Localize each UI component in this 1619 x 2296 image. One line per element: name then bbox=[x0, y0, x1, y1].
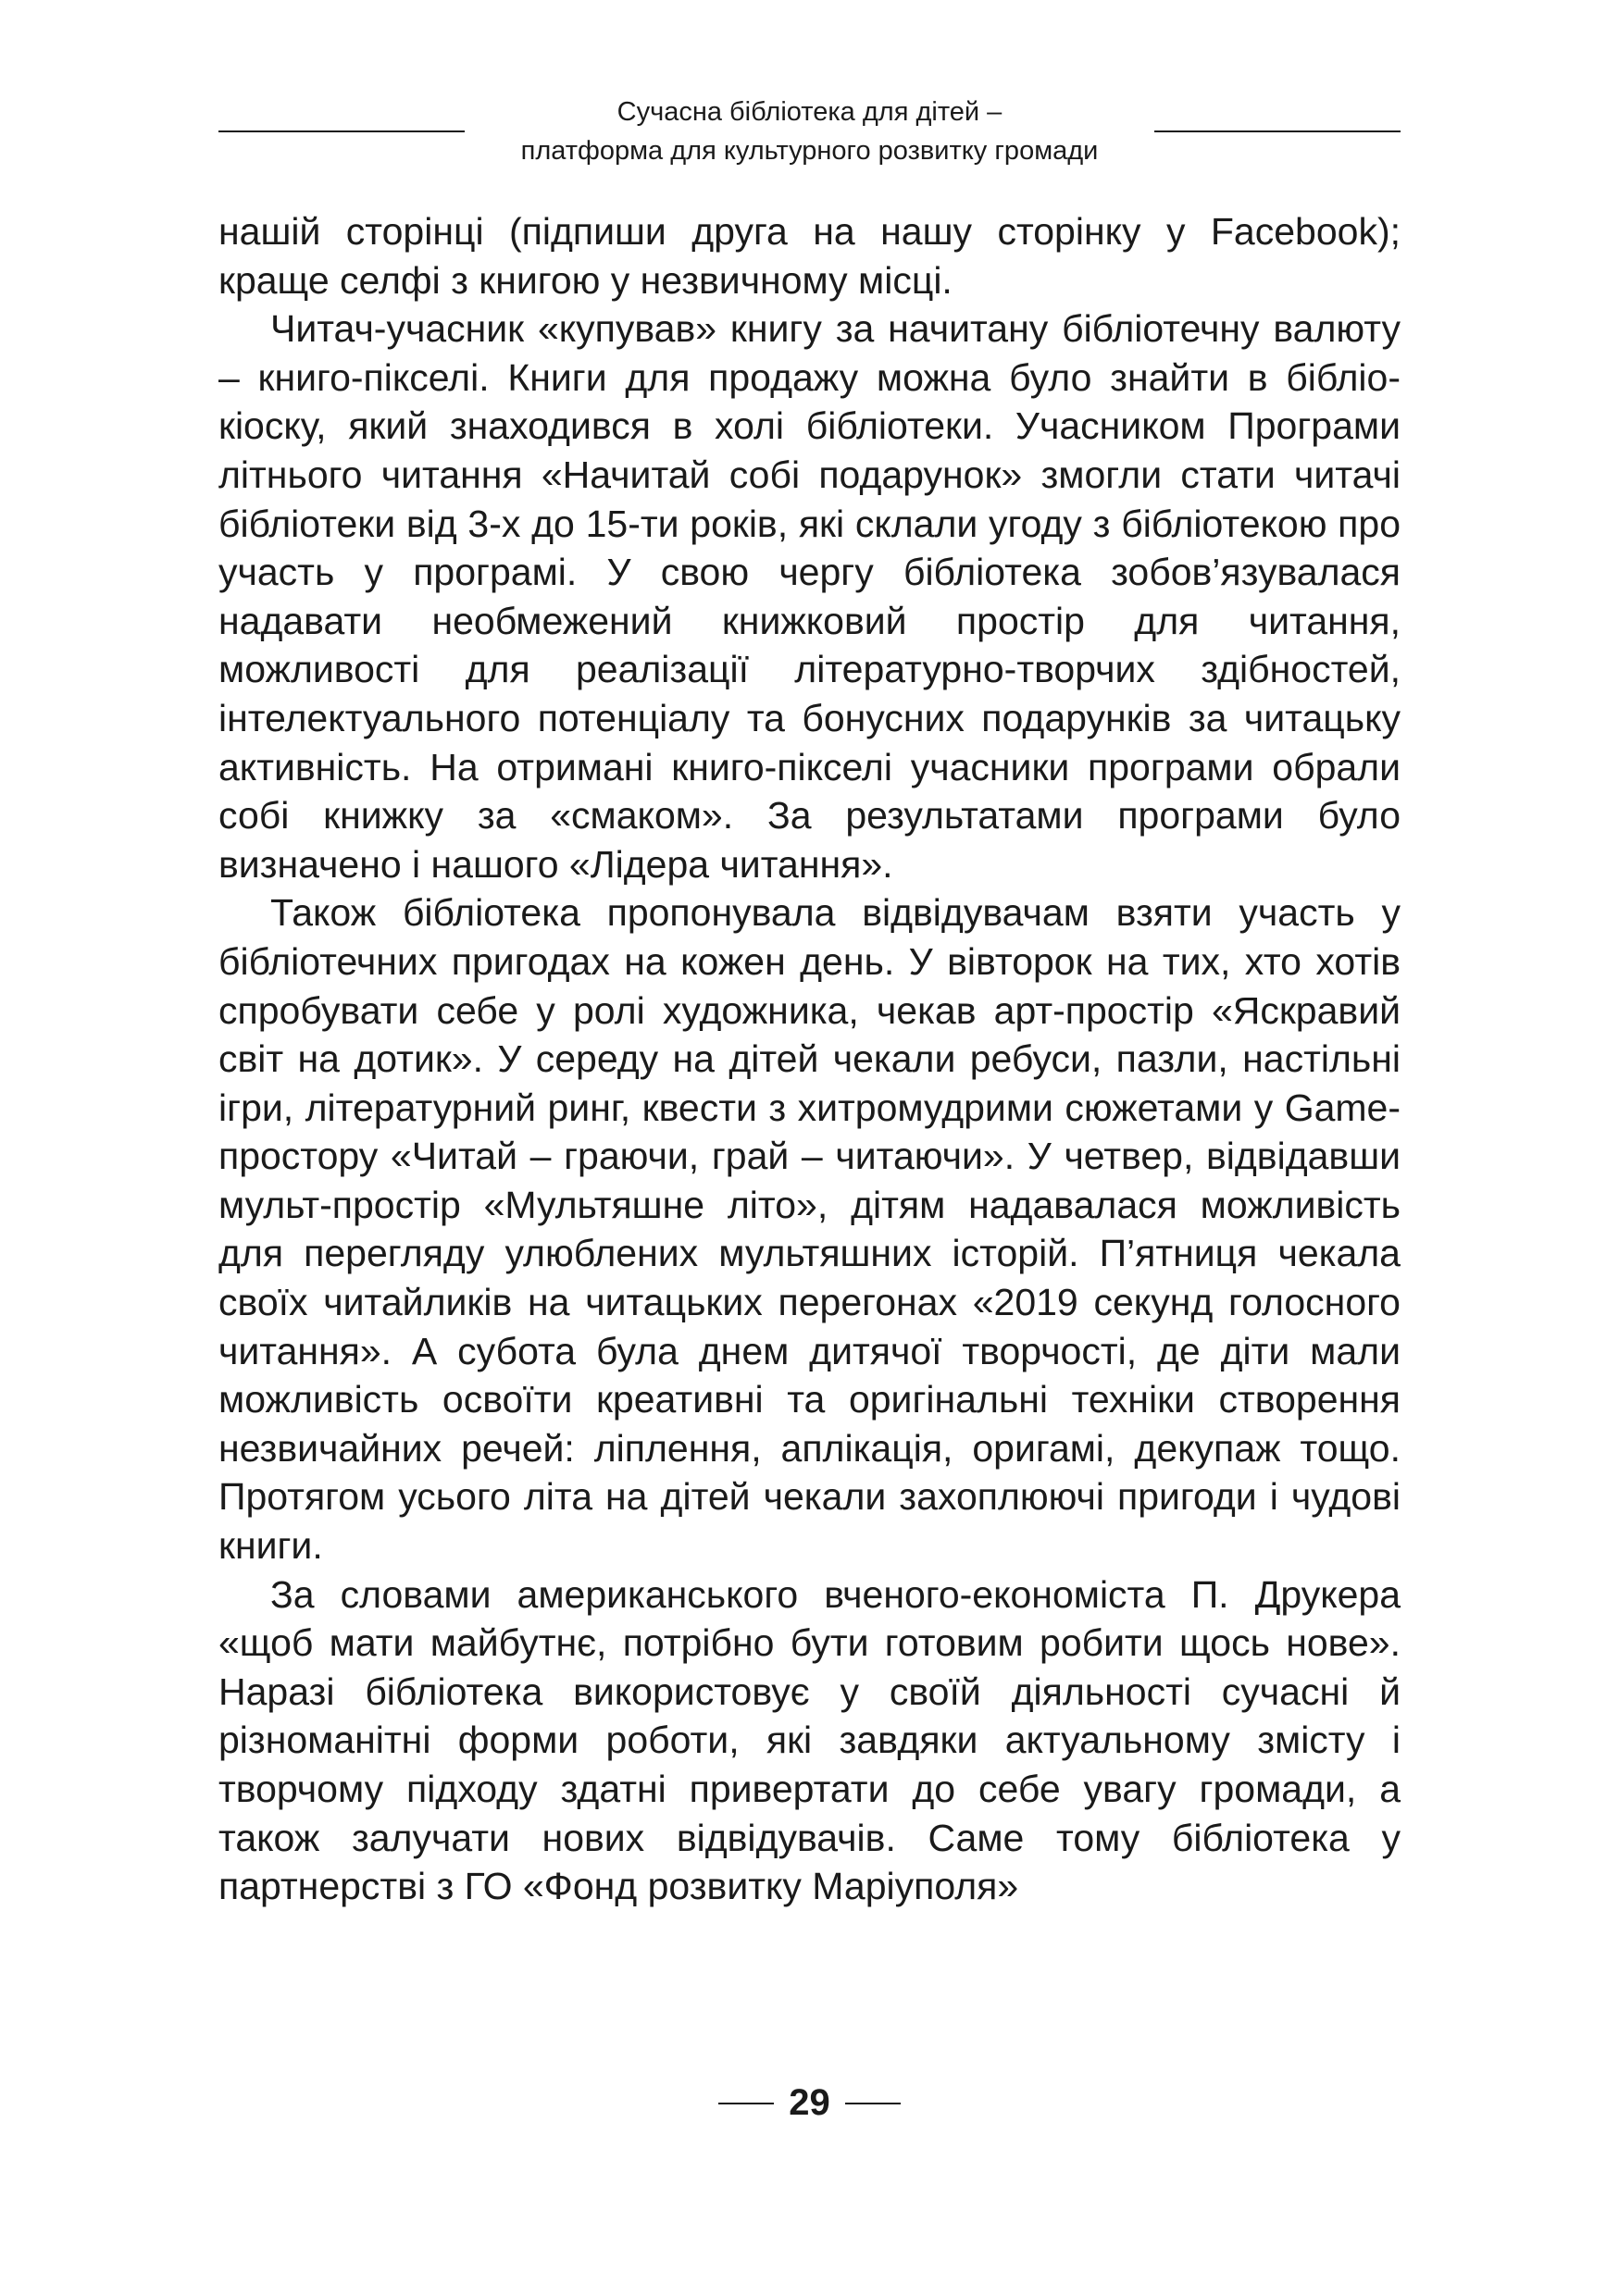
paragraph: Читач-учасник «купував» книгу за начитану бібліотечну валюту – книго-пікселі. Книги для продажу можна було знайти в бібліо-кіоску, який знаходився в холі бібліотеки. Учасником Програми літнього читання «Начитай собі подарунок» змогли стати читачі бібліотеки від 3-х до 15-ти років, які склали угоду з бібліотекою про участь у програмі. У свою чергу бібліотека зобов’язувалася надавати необмежений книжковий простір для читання, можливості для реалізації літературно-творчих здібностей, інтелектуального потенціалу та бонусних подарунків за читацьку активність. На отримані книго-пікселі учасники програми обрали собі книжку за «смаком». За результатами програми було визначено і нашого «Лідера читання». bbox=[218, 307, 1401, 886]
running-header bbox=[218, 93, 1401, 167]
paragraph: За словами американського вченого-економіста П. Друкера «щоб мати майбутнє, потрібно бути готовим робити щось нове». Наразі бібліотека використовує у своїй діяльності сучасні й різноманітні форми роботи, які завдяки актуальному змісту і творчому підходу здатні привертати до себе увагу громади, а також залучати нових відвідувачів. Саме тому бібліотека у партнерстві з ГО «Фонд розвитку Маріуполя» bbox=[218, 1572, 1401, 1908]
page-footer bbox=[0, 2082, 1619, 2138]
header-rule-left bbox=[218, 130, 465, 132]
paragraph: Також бібліотека пропонувала відвідувачам взяти участь у бібліотечних пригодах на кожен день. У вівторок на тих, хто хотів спробувати себе у ролі художника, чекав арт-простір «Яскравий світ на дотик». У середу на дітей чекали ребуси, пазли, настільні ігри, літературний ринг, квести з хитромудрими сюжетами у Game-простору «Читай – граючи, грай – читаючи». У четвер, відвідавши мульт-простір «Мультяшне літо», дітям надавалася можливість для перегляду улюблених мультяшних історій. П’ятниця чекала своїх читайликів на читацьких перегонах «2019 секунд голосного читання». А субота була днем дитячої творчості, де діти мали можливість освоїти креативні та оригінальні техніки створення незвичайних речей: ліплення, аплікація, оригамі, декупаж тощо. Протягом усього літа на дітей чекали захоплюючі пригоди і чудові книги. bbox=[218, 891, 1401, 1568]
running-header-line-2: платформа для культурного розвитку громади bbox=[520, 136, 1099, 166]
page-number-rule-left bbox=[718, 2103, 774, 2104]
page-number-rule-right bbox=[845, 2103, 901, 2104]
running-header-title bbox=[478, 93, 1141, 170]
header-rule-right bbox=[1154, 130, 1401, 132]
page-body bbox=[218, 207, 1401, 1911]
page-number: 29 bbox=[789, 2082, 830, 2123]
running-header-line-1: Сучасна бібліотека для дітей – bbox=[616, 97, 1003, 127]
paragraph-continued: нашій сторінці (підпиши друга на нашу сторінку у Facebook); краще селфі з книгою у незвичному місці. bbox=[218, 210, 1401, 302]
